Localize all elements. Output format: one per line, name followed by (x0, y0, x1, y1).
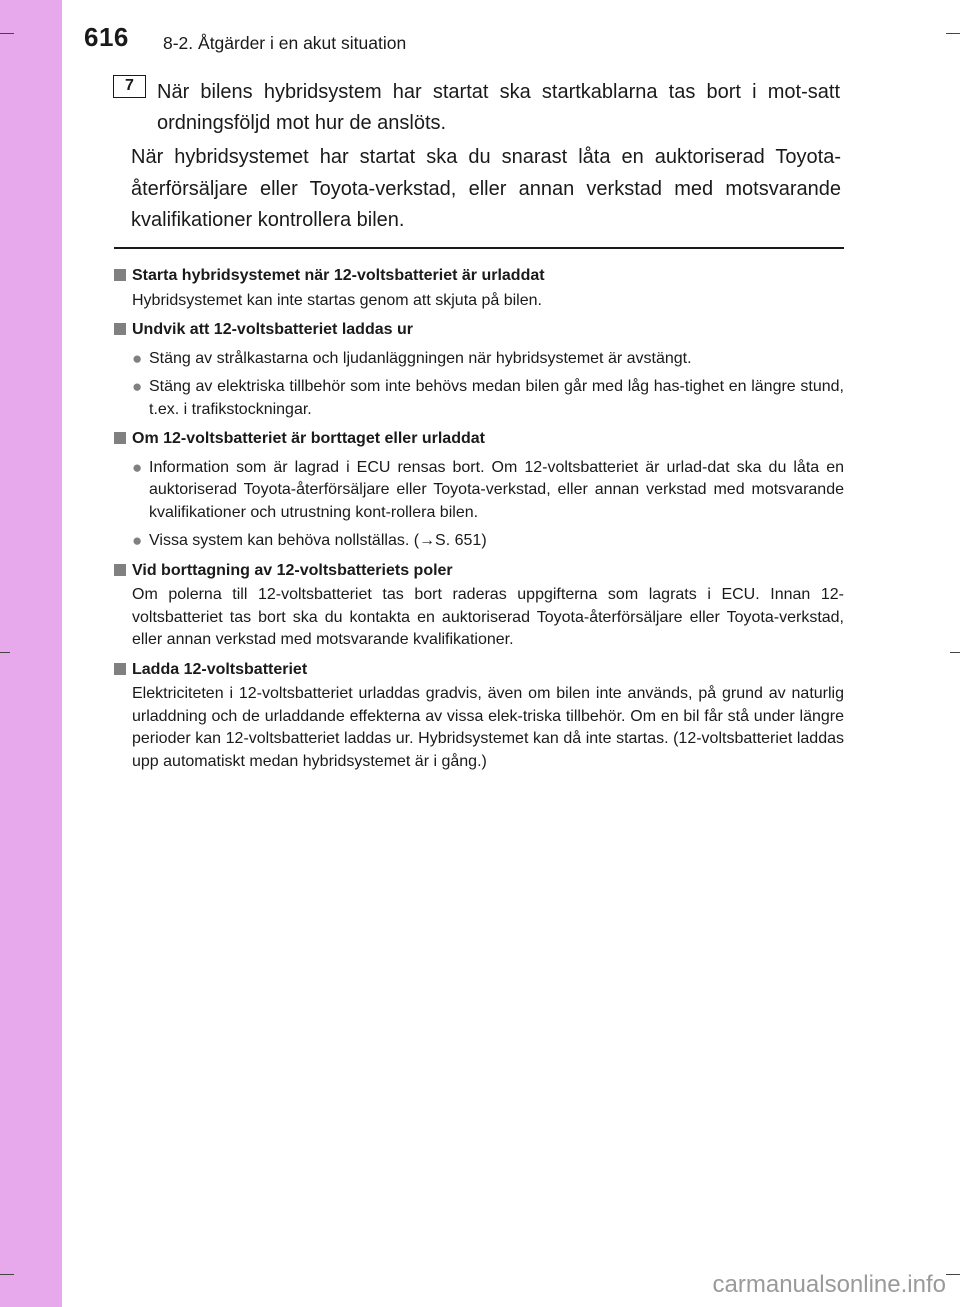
note-heading-text: Starta hybridsystemet när 12-voltsbatteriet är urladdat (132, 267, 545, 284)
crop-mark (946, 1274, 960, 1275)
note-heading-text: Vid borttagning av 12-voltsbatteriets poler (132, 561, 453, 579)
note-body-text: Hybridsystemet kan inte startas genom att skjuta på bilen. (132, 291, 542, 309)
note-heading-text: Om 12-voltsbatteriet är borttaget eller urladdat (132, 430, 485, 447)
note-heading (114, 265, 844, 288)
crop-mark (946, 33, 960, 34)
note-body (132, 683, 844, 773)
square-bullet-icon (114, 323, 126, 335)
section-divider (114, 247, 844, 249)
chapter-sidebar (0, 0, 62, 1307)
notes-section (114, 258, 844, 773)
square-bullet-icon (114, 269, 126, 281)
note-body-text: Om polerna till 12-voltsbatteriet tas bort raderas uppgifterna som lagrats i ECU. Innan 12-voltsbatteriet tas bort ska du kontakta en auktoriserad Toyota-återförsäljare eller Toyota-verkstad, eller annan verkstad med motsvarande kvalifikationer. (132, 586, 844, 648)
note-body (132, 584, 844, 652)
section-title: 8-2. Åtgärder i en akut situation (163, 33, 407, 53)
step-number-box: 7 (113, 75, 146, 98)
bullet-item (132, 530, 844, 553)
note-heading (114, 428, 844, 451)
bullet-text: Stäng av strålkastarna och ljudanläggningen när hybridsystemet är avstängt. (149, 349, 692, 367)
step-text: När bilens hybridsystem har startat ska startkablarna tas bort i mot-satt ordningsföljd mot hur de anslöts. (157, 81, 840, 134)
note-heading (114, 319, 844, 342)
crop-mark (0, 33, 14, 34)
note-heading (114, 560, 844, 583)
crop-mark (0, 1274, 14, 1275)
note-heading-text: Ladda 12-voltsbatteriet (132, 660, 308, 678)
note-heading (114, 659, 844, 682)
crop-mark (0, 652, 10, 653)
note-body (132, 290, 844, 313)
watermark: carmanualsonline.info (712, 1271, 946, 1298)
round-bullet-icon: ● (132, 531, 143, 550)
bullet-item (132, 348, 844, 371)
note-heading-text: Undvik att 12-voltsbatteriet laddas ur (132, 321, 413, 338)
bullet-item (132, 457, 844, 525)
square-bullet-icon (114, 663, 126, 675)
body-paragraph: När hybridsystemet har startat ska du snarast låta en auktoriserad Toyota-återförsäljare eller Toyota-verkstad, eller annan verkstad med motsvarande kvalifikationer kontrollera bilen. (131, 146, 841, 231)
note-body-text: Elektriciteten i 12-voltsbatteriet urladdas gradvis, även om bilen inte används, på grund av naturlig urladdning och de urladdande effekterna av vissa elek-triska tillbehör. Om en bil får stå under längre perioder kan 12-voltsbatteriet laddas ur. Hybridsystemet kan då inte startas. (12-voltsbatteriet laddas upp automatiskt medan hybridsystemet är i gång.) (132, 685, 844, 770)
crop-mark (950, 652, 960, 653)
round-bullet-icon: ● (132, 457, 143, 477)
bullet-item (132, 376, 844, 421)
page-number: 616 (84, 22, 129, 52)
bullet-text: Stäng av elektriska tillbehör som inte behövs medan bilen går med låg has-tighet en längre stund, t.ex. i trafikstockningar. (149, 378, 844, 418)
square-bullet-icon (114, 564, 126, 576)
round-bullet-icon: ● (132, 348, 143, 368)
bullet-text: Vissa system kan behöva nollställas. (→S. 651) (149, 532, 487, 549)
bullet-text: Information som är lagrad i ECU rensas bort. Om 12-voltsbatteriet är urlad-dat ska du låta en auktoriserad Toyota-återförsäljare eller Toyota-verkstad, eller annan verkstad med motsvarande kvalifikationer och utrustning kont-rollera bilen. (149, 458, 844, 521)
square-bullet-icon (114, 432, 126, 444)
round-bullet-icon: ● (132, 377, 143, 396)
